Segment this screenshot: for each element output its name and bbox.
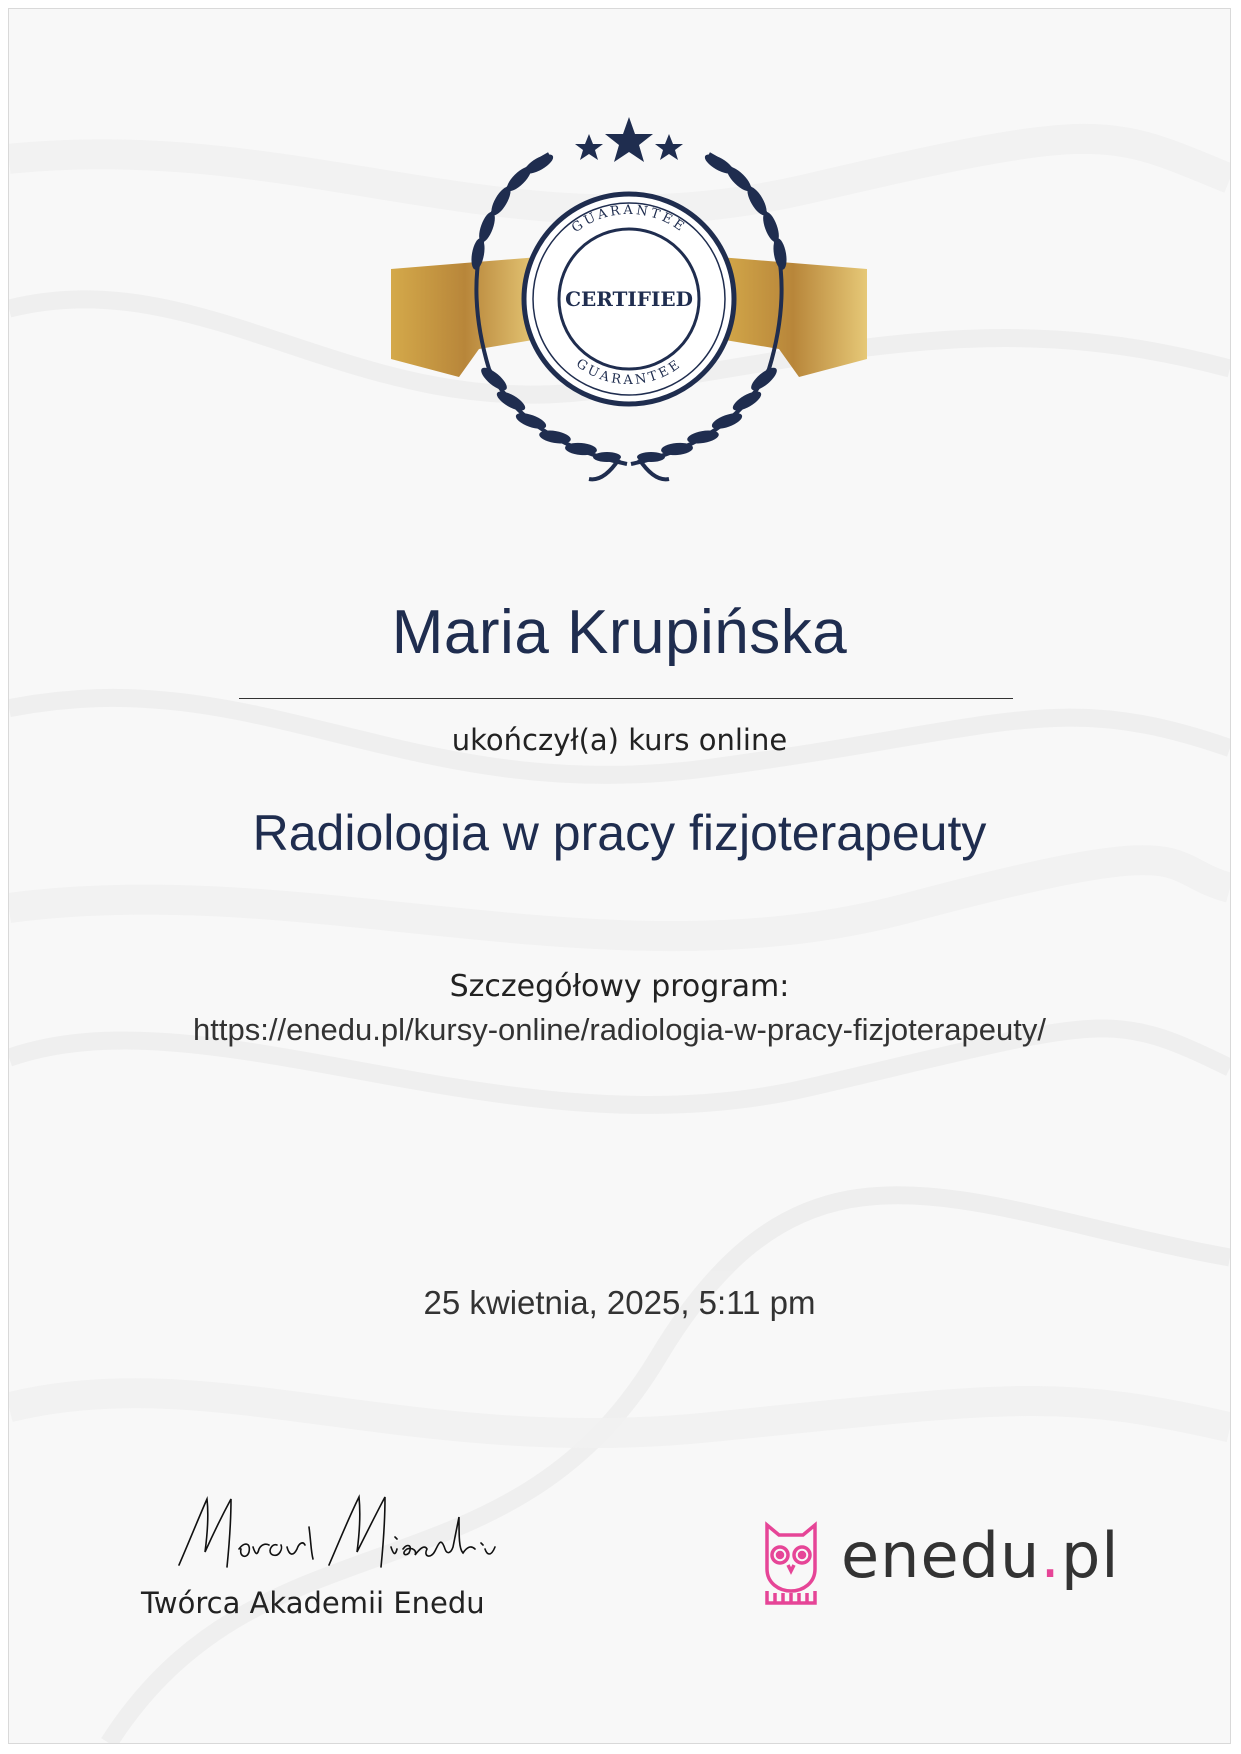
handwritten-signature — [169, 1487, 509, 1577]
badge-center-text: CERTIFIED — [565, 287, 693, 311]
issue-date: 25 kwietnia, 2025, 5:11 pm — [423, 1284, 816, 1321]
seal — [524, 194, 734, 404]
program-url: https://enedu.pl/kursy-online/radiologia-w-pracy-fizjoterapeuty/ — [193, 1012, 1046, 1047]
brand-logo-text — [841, 1519, 1120, 1592]
badge-top-arc-text: GUARANTEE — [569, 202, 689, 237]
star-icons — [575, 117, 683, 162]
name-underline — [239, 698, 1013, 699]
badge-bottom-arc-text: GUARANTEE — [573, 356, 685, 389]
certificate-page — [8, 8, 1231, 1744]
course-title: Radiologia w pracy fizjoterapeuty — [252, 805, 987, 861]
owl-icon — [761, 1521, 821, 1605]
certified-badge — [379, 109, 879, 489]
completed-text: ukończył(a) kurs online — [451, 723, 788, 757]
program-label: Szczegółowy program: — [449, 969, 790, 1004]
signature-role: Twórca Akademii Enedu — [141, 1586, 485, 1620]
logo-name: enedu — [841, 1519, 1041, 1592]
logo-dot: . — [1040, 1519, 1061, 1592]
recipient-name: Maria Krupińska — [391, 598, 848, 667]
logo-tld: pl — [1060, 1519, 1120, 1592]
